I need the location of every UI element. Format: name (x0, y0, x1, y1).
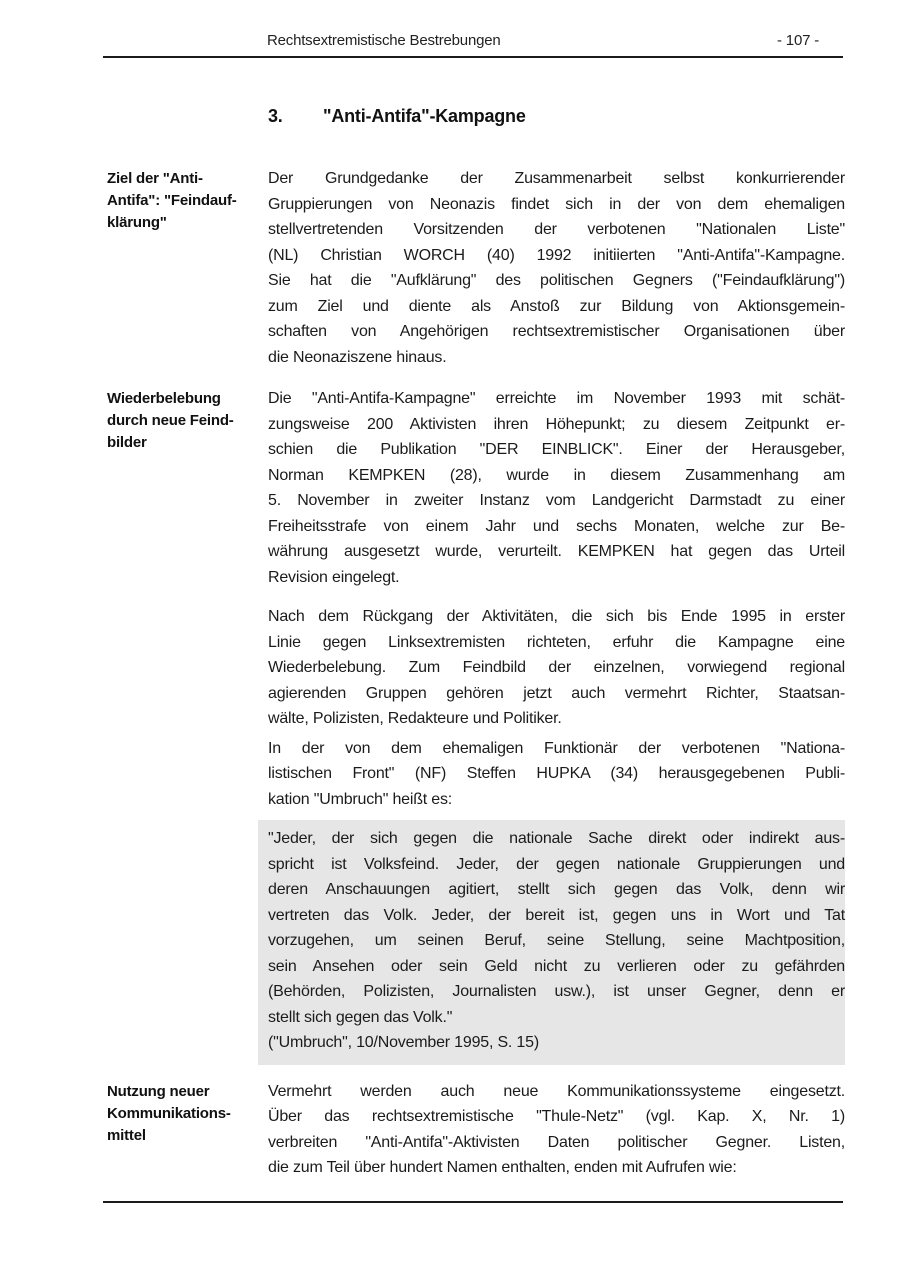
content-section (107, 820, 845, 1065)
body-paragraph: In der von dem ehemaligen Funktionär der verbotenen "Nationa- listischen Front" (NF) Steffen HUPKA (34) herausgegebenen Publi- kation "Umbruch" heißt es: (268, 739, 845, 808)
content-section (107, 166, 845, 370)
footer-rule (103, 1201, 843, 1203)
heading-title: "Anti-Antifa"-Kampagne (323, 106, 526, 126)
content-section (107, 386, 845, 590)
body-paragraph: Der Grundgedanke der Zusammenarbeit selbst konkurrierender Gruppierungen von Neonazis findet sich in der von dem ehemaligen stellvertretenden Vorsitzenden der verbotenen "Nationalen Liste" (NL) Christian WORCH (40) 1992 initiierten "Anti-Antifa"-Kampagne. Sie hat die "Aufklärung" des politischen Gegners ("Feindaufklärung") zum Ziel und diente als Anstoß zur Bildung von Aktionsgemein- schaften von Angehörigen rechtsextremistischer Organisationen über die Neonaziszene hinaus. (268, 170, 845, 366)
margin-note: Ziel der "Anti- Antifa": "Feindauf- klärung" (107, 170, 237, 231)
page-number: - 107 - (777, 32, 819, 49)
margin-note (107, 604, 268, 606)
quote-text: "Jeder, der sich gegen die nationale Sache direkt oder indirekt aus- spricht ist Volksfeind. Jeder, der gegen nationale Gruppierungen und deren Anschauungen agitiert, stellt sich gegen das Volk, denn wir vertreten das Volk. Jeder, der bereit ist, gegen uns in Wort und Tat vorzugehen, um seinen Beruf, seine Stellung, seine Machtposition, sein Ansehen oder sein Geld nicht zu verlieren oder zu gefährden (Behörden, Polizisten, Journalisten usw.), ist unser Gegner, denn er stellt sich gegen das Volk." (268, 830, 845, 1026)
page-content (107, 104, 845, 1181)
content-section (107, 604, 845, 732)
section-heading (268, 104, 845, 128)
body-paragraph: Nach dem Rückgang der Aktivitäten, die sich bis Ende 1995 in erster Linie gegen Linksextremisten richteten, erfuhr die Kampagne eine Wiederbelebung. Zum Feindbild der einzelnen, vorwiegend regional agierenden Gruppen gehören jetzt auch vermehrt Richter, Staatsan- wälte, Polizisten, Redakteure und Politiker. (268, 608, 845, 727)
page-header (103, 0, 843, 58)
heading-number: 3. (268, 106, 283, 126)
header-rule (103, 56, 843, 58)
running-title: Rechtsextremistische Bestrebungen (267, 32, 501, 49)
body-paragraph: Vermehrt werden auch neue Kommunikationssysteme eingesetzt. Über das rechtsextremistische "Thule-Netz" (vgl. Kap. X, Nr. 1) verbreiten "Anti-Antifa"-Aktivisten Daten politischer Gegner. Listen, die zum Teil über hundert Namen enthalten, enden mit Aufrufen wie: (268, 1082, 845, 1176)
content-section (107, 1079, 845, 1181)
quote-block (258, 820, 845, 1065)
body-paragraph: Die "Anti-Antifa-Kampagne" erreichte im November 1993 mit schät- zungsweise 200 Aktivisten ihren Höhepunkt; zu diesem Zeitpunkt er- schien die Publikation "DER EINBLICK". Einer der Herausgeber, Norman KEMPKEN (28), wurde in diesem Zusammenhang am 5. November in zweiter Instanz vom Landgericht Darmstadt zu einer Freiheitsstrafe von einem Jahr und sechs Monaten, welche zur Be- währung ausgesetzt wurde, verurteilt. KEMPKEN hat gegen das Urteil Revision eingelegt. (268, 390, 845, 586)
margin-note: Wiederbelebung durch neue Feind- bilder (107, 390, 234, 451)
quote-citation: ("Umbruch", 10/November 1995, S. 15) (268, 1034, 539, 1051)
margin-note (107, 736, 268, 738)
margin-note: Nutzung neuer Kommunikations- mittel (107, 1082, 231, 1144)
content-section (107, 736, 845, 813)
